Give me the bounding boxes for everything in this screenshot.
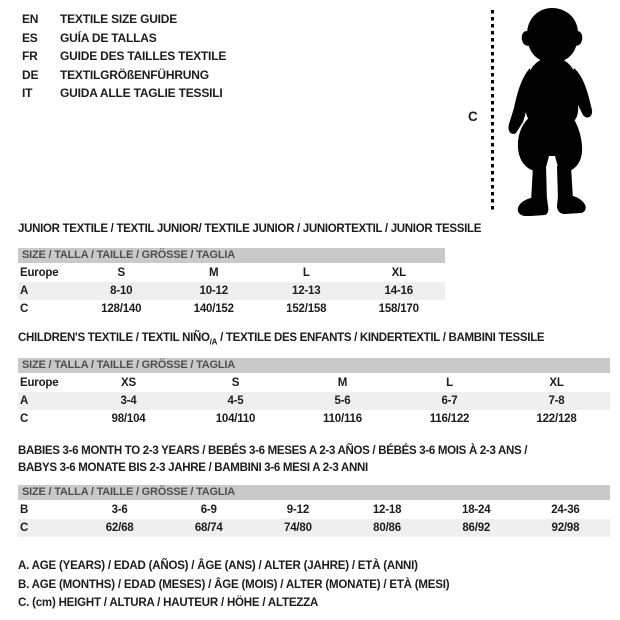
- row-label: C: [20, 522, 29, 535]
- legend: [18, 557, 620, 613]
- legend-height-cm: C. (cm) HEIGHT / ALTURA / HAUTEUR / HÖHE / ALTEZZA: [18, 597, 319, 610]
- table-cell: 6-9: [200, 504, 217, 517]
- header: [0, 0, 620, 222]
- table-row: [18, 374, 610, 392]
- size-header-bar: SIZE / TALLA / TAILLE / GRÖSSE / TAGLIA: [18, 248, 445, 263]
- table-cell: 158/170: [378, 303, 419, 315]
- baby-silhouette-icon: [499, 6, 606, 216]
- babies-textile-section: [0, 443, 620, 537]
- height-measure-dotted-line: [491, 10, 494, 213]
- table-cell: 104/110: [215, 413, 256, 426]
- row-label: Europe: [20, 267, 59, 279]
- children-title-pre: CHILDREN'S TEXTILE / TEXTIL NIÑO: [18, 332, 210, 344]
- table-cell: 4-5: [227, 395, 244, 408]
- table-row: [18, 264, 445, 282]
- table-cell: 68/74: [194, 522, 223, 535]
- table-row: [18, 519, 610, 537]
- babies-size-table: [18, 485, 610, 537]
- guide-title-it: GUIDA ALLE TAGLIE TESSILI: [60, 86, 223, 100]
- table-row: [18, 282, 445, 300]
- guide-title-es: GUÍA DE TALLAS: [60, 30, 157, 45]
- children-table-rows: [18, 374, 610, 428]
- size-header-bar: SIZE / TALLA / TAILLE / GRÖSSE / TAGLIA: [18, 485, 610, 500]
- table-cell: 24-36: [551, 504, 580, 517]
- junior-textile-section: [0, 222, 620, 318]
- table-cell: 5-6: [334, 395, 351, 408]
- table-cell: 80/86: [373, 522, 401, 535]
- table-cell: XL: [391, 267, 406, 279]
- table-cell: 152/158: [286, 303, 327, 315]
- table-row: [18, 501, 610, 519]
- row-label: Europe: [20, 377, 59, 390]
- row-label: C: [20, 413, 29, 426]
- language-row-fr: [22, 47, 226, 66]
- table-cell: L: [446, 377, 453, 390]
- table-row: [18, 410, 610, 428]
- guide-title-fr: GUIDE DES TAILLES TEXTILE: [60, 49, 227, 63]
- table-cell: 116/122: [429, 413, 470, 426]
- table-cell: XL: [549, 377, 564, 390]
- row-label: A: [20, 285, 29, 297]
- babies-title-line2: BABYS 3-6 MONATE BIS 2-3 JAHRE / BAMBINI 3-6 MESI A 2-3 ANNI: [18, 462, 368, 475]
- babies-table-rows: [18, 501, 610, 537]
- language-row-it: [22, 84, 226, 103]
- table-cell: 3-6: [111, 504, 128, 517]
- row-label: A: [20, 395, 29, 408]
- table-cell: 18-24: [462, 504, 491, 517]
- language-row-en: [22, 10, 226, 29]
- language-row-es: [22, 29, 226, 48]
- table-cell: XS: [121, 377, 136, 390]
- table-cell: 74/80: [284, 522, 312, 535]
- children-title-post: / TEXTILE DES ENFANTS / KINDERTEXTIL / BAMBINI TESSILE: [217, 332, 545, 344]
- table-row: [18, 300, 445, 318]
- table-cell: M: [337, 377, 348, 390]
- table-cell: 6-7: [441, 395, 458, 408]
- guide-title-de: TEXTILGRÖßENFÜHRUNG: [60, 67, 209, 82]
- table-cell: 14-16: [384, 285, 413, 297]
- table-row: [18, 392, 610, 410]
- row-label: C: [20, 303, 29, 315]
- table-cell: 12-18: [372, 504, 402, 517]
- children-title-subscript: /A: [209, 337, 218, 347]
- junior-table-rows: [18, 264, 445, 318]
- table-cell: 62/68: [105, 522, 134, 535]
- table-cell: 140/152: [193, 303, 234, 315]
- height-measure-label: C: [468, 109, 478, 124]
- junior-size-table: [18, 248, 445, 318]
- table-cell: S: [231, 377, 240, 390]
- language-row-de: [22, 66, 226, 85]
- table-cell: 92/98: [551, 522, 580, 535]
- guide-title-en: TEXTILE SIZE GUIDE: [60, 12, 178, 26]
- size-header-bar: SIZE / TALLA / TAILLE / GRÖSSE / TAGLIA: [18, 358, 610, 373]
- language-code: ES: [22, 30, 38, 45]
- table-cell: M: [209, 267, 219, 279]
- language-list: [22, 10, 226, 103]
- language-code: EN: [22, 12, 39, 26]
- children-section-title: [18, 331, 620, 349]
- row-label: B: [20, 504, 29, 517]
- language-code: IT: [22, 86, 33, 100]
- table-cell: L: [302, 267, 310, 279]
- table-cell: 7-8: [548, 395, 565, 408]
- children-size-table: [18, 358, 610, 428]
- table-cell: 122/128: [536, 413, 577, 426]
- table-cell: 8-10: [110, 285, 133, 297]
- legend-age-months: B. AGE (MONTHS) / EDAD (MESES) / ÂGE (MOIS) / ALTER (MONATE) / ETÀ (MESI): [18, 578, 450, 591]
- junior-section-title: JUNIOR TEXTILE / TEXTIL JUNIOR/ TEXTILE JUNIOR / JUNIORTEXTIL / JUNIOR TESSILE: [18, 223, 482, 235]
- table-cell: 3-4: [120, 395, 137, 408]
- babies-title-line1: BABIES 3-6 MONTH TO 2-3 YEARS / BEBÉS 3-6 MESES A 2-3 AÑOS / BÉBÉS 3-6 MOIS À 2-3 ANS /: [18, 445, 528, 458]
- table-cell: S: [117, 267, 125, 279]
- legend-age-years: A. AGE (YEARS) / EDAD (AÑOS) / ÂGE (ANS) / ALTER (JAHRE) / ETÀ (ANNI): [18, 560, 418, 573]
- table-cell: 12-13: [292, 285, 321, 297]
- table-cell: 10-12: [199, 285, 228, 297]
- table-cell: 9-12: [286, 504, 310, 517]
- children-textile-section: [0, 331, 620, 428]
- table-cell: 110/116: [323, 413, 362, 426]
- table-cell: 128/140: [101, 303, 142, 315]
- table-cell: 86/92: [462, 522, 491, 535]
- language-code: DE: [22, 67, 39, 82]
- table-cell: 98/104: [111, 413, 146, 426]
- language-code: FR: [22, 49, 38, 63]
- babies-section-title: [18, 443, 620, 477]
